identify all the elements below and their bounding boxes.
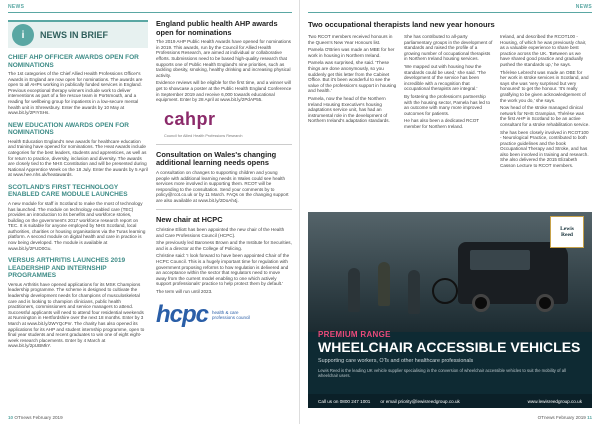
divider bbox=[156, 144, 292, 145]
person-figure bbox=[408, 270, 420, 314]
article-paragraph: Ireland, and described the RCOT100 - Housing, of which he was previously chair, as a valuable experience to share best practice across the UK. 'Between us we have shared good practice and gradually pushed the standards up,' he says. bbox=[500, 34, 587, 67]
news-in-brief-title: NEWS IN BRIEF bbox=[40, 30, 109, 40]
right-page bbox=[300, 0, 600, 424]
divider bbox=[156, 209, 292, 210]
advert-email: or email priority@lewisreedgroup.co.uk bbox=[380, 398, 460, 404]
article-title-ahp-awards: England public health AHP awards open for nominations bbox=[156, 20, 278, 37]
page-number: 10 bbox=[8, 415, 14, 420]
advert-contact-bar bbox=[308, 394, 592, 408]
brief-item bbox=[8, 54, 148, 116]
footer-left bbox=[8, 415, 63, 420]
article-paragraph: Pamela, now the head of the Northern Ireland Housing Executive's housing adaptations service unit, has had an instrumental role in the development of Northern Ireland's adaptation standards. bbox=[308, 95, 390, 124]
logo-line: Lewis bbox=[560, 226, 574, 232]
vehicle-wheel bbox=[472, 294, 490, 312]
brief-item-heading: NEW EDUCATION AWARDS OPEN FOR NOMINATIONS bbox=[8, 121, 129, 137]
hcpc-tagline: health & care professions council bbox=[212, 309, 251, 320]
brief-item bbox=[8, 257, 148, 349]
article-paragraph: Christine said: 'I look forward to have been appointed Chair of the HCPC Council. This is a hugely important time for regulation with government proposing reforms to how regulation is delivered and an acceptance within the sector that regulators need to move away from the current model enabling to one which actively support professionals' practice to help protect them by default.' bbox=[156, 253, 290, 287]
article-paragraph: By fostering the profession's partnership with the housing sector, Pamela has led to an outcome with many more improved outcomes for patients. bbox=[404, 93, 491, 116]
brief-item-body: A new module for staff in Scotland to make the most of technology has launched. The module on technology enabled care (TEC) provides an introduction to its benefits and workforce stories, building on the government's 2017 workforce research report on TEC. It is suitable for anyone employed by NHS Scotland, local authorities, charities or housing organisations via the Turas learning platform. A second module on digital health and care in practice is now being developed. The module is available at www.bit.ly/2FUD0Gu. bbox=[8, 200, 146, 251]
middle-column bbox=[156, 20, 292, 412]
running-head-right: NEWS bbox=[575, 4, 592, 10]
advert-text bbox=[318, 330, 584, 378]
article-paragraph: She previously led Baroness Brown and the Institute for Securities, and is a director at the College of Policing. bbox=[156, 240, 292, 251]
person-figure bbox=[378, 262, 390, 306]
article-title-hcpc: New chair at HCPC bbox=[156, 215, 223, 225]
honours-article bbox=[308, 20, 592, 208]
article-paragraph: Pamela O'Brien was made an MBE for her work in housing in Northern Ireland. bbox=[308, 47, 395, 58]
brief-item-body: The 1st categories of the Chief Allied Health Professions Officer's Awards in England are now open for nominations. The awards are open to all AHPs working in publically funded services in England. Previous exceptional therapy winners include work to deliver interventions as part of a fire rescue team in Portsmouth, and a reading for wellbeing group for inpatients in a low-secure mental health unit in Shrewsbury. Enter the awards by 10 May at www.bit.ly/2PIYSHs. bbox=[8, 71, 143, 116]
article-paragraph: Evidence reviews will be eligible for the first time, and a winner will get to showcase a poster at the Public Health England Conference in September 2019 and receive 6,000 towards educational equipment. Enter by 28 April at www.bit.ly/2PdAP55. bbox=[156, 80, 292, 103]
advert-body: Lewis Reed is the leading UK vehicle supplier specialising in the conversion of wheelchair accessible vehicles to suit the mobility of all wheelchair users. bbox=[318, 368, 566, 378]
running-rule-right bbox=[308, 12, 592, 13]
article-paragraph: Two RCOT members received honours in the Queen's New Year Honours list. bbox=[308, 34, 393, 45]
article-paragraph: Christine Elliott has been appointed the new chair of the Health and Care Professions Council (HCPC). bbox=[156, 227, 285, 238]
hcpc-logo-block bbox=[156, 301, 292, 329]
article-column bbox=[308, 32, 398, 169]
page-number: 11 bbox=[587, 415, 592, 420]
article-paragraph: The 2019 AHP Public Health Awards have opened for nominations in 2019. This awards, run by the Council for Allied Health Professions Research, are aimed at individual or collaborative efforts. Submissions need to be based high-quality research that supports one of Public Health England's nine priorities, such as tackling obesity, smoking, healthy drinking and increasing physical activity. bbox=[156, 39, 291, 78]
advert-headline: WHEELCHAIR ACCESSIBLE VEHICLES bbox=[318, 339, 581, 355]
article-column bbox=[404, 32, 494, 169]
vehicle-wheel bbox=[536, 294, 554, 312]
brief-item-heading: SCOTLAND'S FIRST TECHNOLOGY ENABLED CARE MODULE LAUNCHES bbox=[8, 183, 128, 199]
news-in-brief-header bbox=[8, 20, 148, 48]
publication-name: OTnews February 2019 bbox=[537, 415, 586, 420]
running-head-left: NEWS bbox=[8, 4, 25, 10]
wheelchair-vehicle-advert bbox=[308, 212, 592, 408]
vehicle-image bbox=[458, 242, 568, 304]
cahpr-logo-subtitle: Council for Allied Health Professions Research bbox=[164, 133, 243, 138]
brief-item-heading: VERSUS ARTHRITIS LAUNCHES 2019 LEADERSHIP AND INTERNSHIP PROGRAMMES bbox=[8, 257, 126, 280]
brief-item-body: Health Education England's new awards for healthcare education and training have opened for nominations. The Heat Awards include categories for the best leaders, students and apprentices, as well as for return to practice, diversity, inclusion and diversity. The awards are closely tied to the NHS Constitution and will be presented during National Apprentice Week on the 18 July. Enter the awards by 5 April at www.hee.nhs.uk/heatawards. bbox=[8, 138, 148, 178]
article-title-wales: Consultation on Wales's changing additional learning needs opens bbox=[156, 149, 277, 168]
article-paragraph: Now head of the stroke managed clinical network for NHS Grampian, Thérèse was the first AHP in Scotland to be an active consultant for a stroke rehabilitation service. bbox=[500, 105, 590, 127]
advert-phone: Call us on 0800 247 1001 bbox=[318, 398, 371, 404]
article-column bbox=[500, 32, 590, 169]
publication-name: OTnews February 2019 bbox=[14, 415, 63, 420]
wheelchair-icon bbox=[432, 278, 458, 304]
hcpc-logo: hcpc bbox=[156, 300, 209, 328]
brief-item bbox=[8, 184, 148, 251]
advert-subheading: Supporting care workers, OTs and other healthcare professionals bbox=[318, 358, 474, 364]
article-paragraph: A consultation on changes to supporting children and young people with additional learning needs in Wales could see health services more involved in supporting them. RCOT will be responding to the consultation. Send your comments by to policy@rcot.co.uk or by 11 March. FAQs on the changing support are also available at www.bit.ly/2DoAh4j. bbox=[156, 169, 289, 203]
person-figure bbox=[348, 268, 360, 312]
article-paragraph: She has been closely involved in RCOT100 - Neurological Practice, contributed to both practice guidelines and the book Occupational Therapy and Stroke, and has also been involved in training and research. She also delivered the 2015 Elizabeth Casson Lecture to RCOT members. bbox=[500, 129, 589, 169]
brief-item bbox=[8, 122, 148, 178]
brief-item-heading: CHIEF AHP OFFICER AWARDS OPEN FOR NOMINATIONS bbox=[8, 54, 139, 69]
advert-kicker: PREMIUM RANGE bbox=[318, 330, 391, 339]
footer-right bbox=[538, 415, 592, 420]
cahpr-logo: cahpr bbox=[164, 108, 216, 129]
lewis-reed-logo bbox=[550, 216, 584, 248]
info-icon: i bbox=[12, 24, 34, 46]
article-paragraph: The term will run until 2023. bbox=[156, 289, 213, 294]
advert-website: www.lewisreedgroup.co.uk bbox=[527, 398, 582, 404]
article-paragraph: Thérèse Lebrecht was made an OBE for her work in stroke services in Scotland, and says she was 'very surprised but very honoured' to get the honour. 'It's really gratifying to be given acknowledgement of the work you do,' she says. bbox=[500, 69, 589, 103]
article-paragraph: He has also been a dedicated RCOT member for Northern Ireland. bbox=[404, 118, 479, 129]
vehicle-window bbox=[470, 250, 530, 270]
news-in-brief-column bbox=[8, 20, 148, 412]
brief-item-body: Versus Arthritis have opened applications for its MSK Champions leadership programme. The scheme is designed to cultivate the leadership development needs for champions of musculoskeletal care and is looking to champion clinicians, public health practitioners, commissioners and service managers to attend. Successful applicants will need to attend four residential weekends at Nunnington in Hertfordshire over the next 18 months. Enter by 3 March at www.bit.ly/2WYQcPnr. The charity has also opened its applications for its AHP and student internship programme, open to final year students and recent graduates to win one of eight eight-week research placements. Enter by 4 March at www.bit.ly/2pUBMkY. bbox=[8, 281, 145, 349]
article-title-honours: Two occupational therapists land new year honours bbox=[308, 20, 495, 29]
article-paragraph: She has contributed to all-party parliamentary groups in the development of standards and raised the profile of a growing number of occupational therapists in Northern Ireland housing services. bbox=[404, 34, 493, 62]
running-rule-left bbox=[8, 12, 292, 13]
logo-line: Reed bbox=[561, 232, 573, 238]
article-paragraph: Pamela was surprised, she said. 'These things are done anonymously, so you suddenly get this letter from the Cabinet Office. But it's been wonderful to see the value of the profession's support in housing and health.' bbox=[308, 60, 397, 94]
article-paragraph: 'We mapped out with housing how the standards could be used,' she said. 'The development of the service has been incredible with a recognition that occupational therapists are integral.' bbox=[404, 63, 486, 92]
